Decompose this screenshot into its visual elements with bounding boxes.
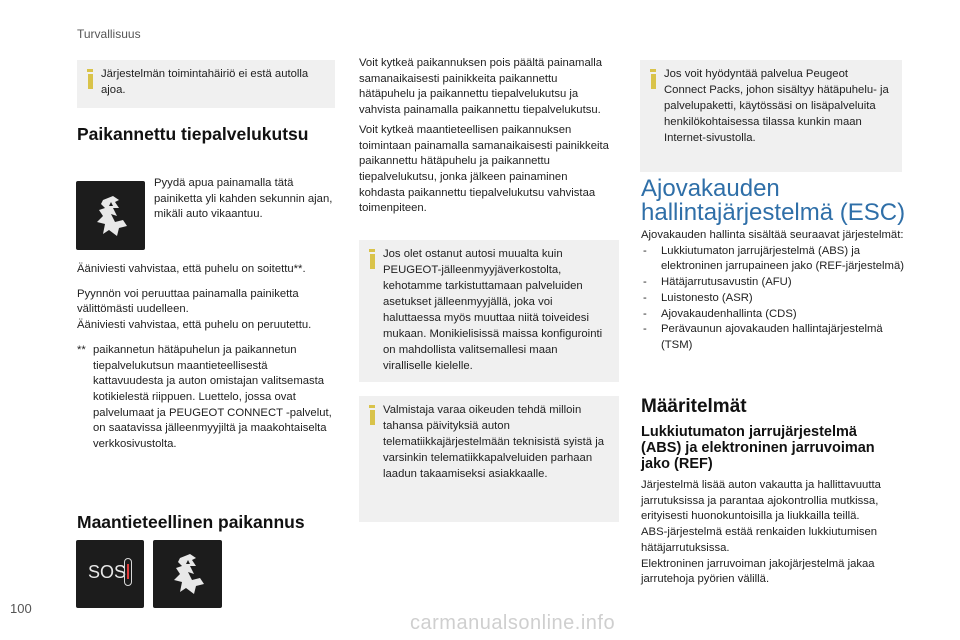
info-icon (368, 249, 376, 269)
note-dealer (359, 240, 619, 382)
heading-assistance-call: Paikannettu tiepalvelukutsu (77, 124, 309, 144)
abs-paragraph: Järjestelmä lisää auton vakautta ja hallittavuutta jarrutuksissa ja parantaa ajokontrollia mutkissa, erityisesti huonokuntoisilla ja liukkailla teillä. (641, 479, 881, 523)
assistance-instruction: Pyydä apua painamalla tätä painiketta yli kahden sekunnin ajan, mikäli auto vikaantuu. (154, 177, 333, 221)
col2-body (359, 56, 609, 217)
list-item: - Ajovakaudenhallinta (CDS) (641, 307, 906, 323)
esc-systems-list (641, 244, 906, 354)
note-connect-packs (640, 60, 902, 172)
heading-esc-line2: hallintajärjestelmä (ESC) (641, 199, 906, 226)
info-icon (368, 405, 376, 425)
heading-esc (641, 177, 921, 225)
footnote-mark: ** (77, 343, 86, 356)
sos-indicator-icon (124, 558, 132, 586)
peugeot-lion-icon (166, 550, 210, 598)
assistance-button-icon-2 (153, 540, 222, 608)
heading-definitions: Määritelmät (641, 396, 747, 417)
info-icon (86, 69, 94, 89)
heading-emergency-location: Maantieteellinen paikannus (77, 512, 305, 532)
page-number: 100 (10, 601, 32, 616)
list-item: - Luistonesto (ASR) (641, 291, 906, 307)
paragraph-cancel-confirm: Ääniviesti vahvistaa, että puhelu on peruutettu. (77, 319, 312, 332)
paragraph-cancel: Pyynnön voi peruuttaa painamalla painiketta välittömästi uudelleen. (77, 287, 299, 316)
col1-body (77, 262, 337, 453)
abs-paragraph: Elektroninen jarruvoiman jakojärjestelmä jakaa jarrutehoja pyörien välillä. (641, 557, 875, 586)
footnote (77, 343, 337, 453)
paragraph-disable-location: Voit kytkeä paikannuksen pois päältä painamalla samanaikaisesti painikkeita paikannettu hätäpuhelu ja paikannettu tiepalvelukutsu ja vahvista painamalla paikannettu tiepalvelukutsu. (359, 57, 603, 117)
footnote-text: paikannetun hätäpuhelun ja paikannetun tiepalvelukutsun maantieteellisestä kattavuudesta ja auton omistajan valitsemasta kotikielestä riippuen. Luettelo, jossa ovat palvelumaat ja PEUGEOT CONNECT -palvelut, on saatavissa jälleenmyyjiltä ja maakohtaiselta verkkosivustolta. (93, 343, 332, 451)
sos-button (76, 540, 144, 608)
esc-intro: Ajovakauden hallinta sisältää seuraavat järjestelmät: (641, 229, 904, 241)
note-text: Järjestelmän toimintahäiriö ei estä autolla ajoa. (101, 68, 309, 96)
abs-paragraph: ABS-järjestelmä estää renkaiden lukkiutumisen hätäjarrutuksissa. (641, 526, 878, 554)
watermark: carmanualsonline.info (410, 612, 616, 634)
note-manufacturer (359, 396, 619, 522)
assistance-button-icon (76, 181, 145, 250)
list-item: - Perävaunun ajovakauden hallintajärjestelmä (TSM) (641, 322, 906, 353)
peugeot-lion-icon (89, 192, 133, 240)
note-text: Jos olet ostanut autosi muualta kuin PEUGEOT-jälleenmyyjäverkostolta, kehotamme tarkistuttamaan palveluiden asetukset jälleenmyyjällä, joka voi haluttaessa myös muuttaa niitä toiveidesi mukaan. Monikielisissä maissa konfigurointi on mahdollista valitsemallesi maan viralliselle kielelle. (383, 248, 603, 372)
note-text: Valmistaja varaa oikeuden tehdä milloin tahansa päivityksiä auton telematiikkajärjestelmään teknisistä syistä ja varsinkin telematiikkapalveluiden parhaan laadun takaamiseksi asiakkaalle. (383, 404, 605, 480)
paragraph-enable-location: Voit kytkeä maantieteellisen paikannuksen toimintaan painamalla samanaikaisesti painikkeita paikannettu hätäpuhelu ja paikannettu tiepalvelukutsu, jonka jälkeen painaminen kohdasta paikannettu tiepalvelukutsu vahvistaa toimenpiteen. (359, 123, 609, 215)
info-icon (649, 69, 657, 89)
sos-label: SOS (88, 562, 127, 582)
abs-body (641, 478, 906, 588)
list-item: - Hätäjarrutusavustin (AFU) (641, 275, 906, 291)
note-malfunction (77, 60, 335, 108)
list-item: - Lukkiutumaton jarrujärjestelmä (ABS) ja elektroninen jarrupaineen jako (REF-järjestelmä) (641, 244, 906, 275)
section-label: Turvallisuus (77, 27, 141, 41)
note-text: Jos voit hyödyntää palvelua Peugeot Connect Packs, johon sisältyy hätäpuhelu- ja palvelupaketti, käytössäsi on lisäpalveluita henkilökohtaisessa tilassa kunkin maan Internet-sivustolla. (664, 68, 889, 144)
heading-esc-line1: Ajovakauden (641, 175, 780, 202)
paragraph-confirm: Ääniviesti vahvistaa, että puhelu on soitettu**. (77, 263, 306, 275)
col3-body (641, 228, 906, 354)
subheading-abs: Lukkiutumaton jarrujärjestelmä (ABS) ja elektroninen jarruvoiman jako (REF) (641, 424, 875, 472)
